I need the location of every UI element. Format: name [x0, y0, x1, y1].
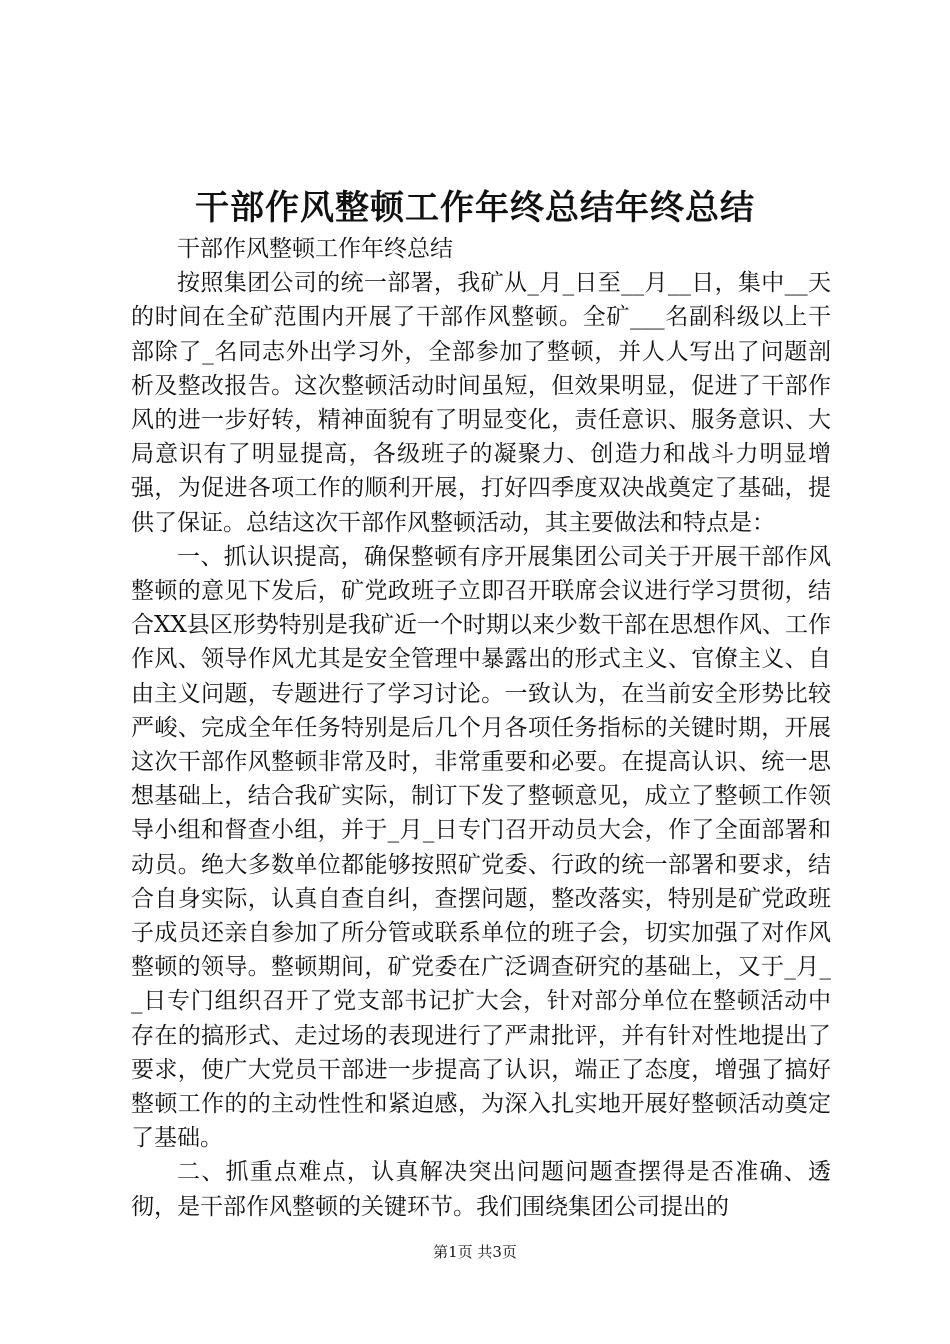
- intro-paragraph: 按照集团公司的统一部署，我矿从_月_日至__月__日，集中__天的时间在全矿范围内开展了干部作风整顿。全矿___名副科级以上干部除了_名同志外出学习外，全部参加了整顿，并人人写出了问题剖析及整改报告。这次整顿活动时间虽短，但效果明显，促进了干部作风的进一步好转，精神面貌有了明显变化，责任意识、服务意识、大局意识有了明显提高，各级班子的凝聚力、创造力和战斗力明显增强，为促进各项工作的顺利开展，打好四季度双决战奠定了基础，提供了保证。总结这次干部作风整顿活动，其主要做法和特点是：: [131, 270, 831, 536]
- subtitle-paragraph: 干部作风整顿工作年终总结: [177, 236, 453, 262]
- section-two-paragraph: 二、抓重点难点，认真解决突出问题问题查摆得是否准确、透彻，是干部作风整顿的关键环节。我们围绕集团公司提出的: [131, 1159, 831, 1220]
- section-one-paragraph: 一、抓认识提高，确保整顿有序开展集团公司关于开展干部作风整顿的意见下发后，矿党政班子立即召开联席会议进行学习贯彻，结合XX县区形势特别是我矿近一个时期以来少数干部在思想作风、工作作风、领导作风尤其是安全管理中暴露出的形式主义、官僚主义、自由主义问题，专题进行了学习讨论。一致认为，在当前安全形势比较严峻、完成全年任务特别是后几个月各项任务指标的关键时期，开展这次干部作风整顿非常及时，非常重要和必要。在提高认识、统一思想基础上，结合我矿实际，制订下发了整顿意见，成立了整顿工作领导小组和督查小组，并于_月_日专门召开动员大会，作了全面部署和动员。绝大多数单位都能够按照矿党委、行政的统一部署和要求，结合自身实际，认真自查自纠，查摆问题，整改落实，特别是矿党政班子成员还亲自参加了所分管或联系单位的班子会，切实加强了对作风整顿的领导。整顿期间，矿党委在广泛调查研究的基础上，又于_月__日专门组织召开了党支部书记扩大会，针对部分单位在整顿活动中存在的搞形式、走过场的表现进行了严肃批评，并有针对性地提出了要求，使广大党员干部进一步提高了认识，端正了态度，增强了搞好整顿工作的的主动性性和紧迫感，为深入扎实地开展好整顿活动奠定了基础。: [131, 543, 831, 1152]
- document-body: [131, 232, 831, 1224]
- page-footer: 第1页 共3页: [433, 1243, 517, 1261]
- document-title: 干部作风整顿工作年终总结年终总结: [195, 188, 755, 228]
